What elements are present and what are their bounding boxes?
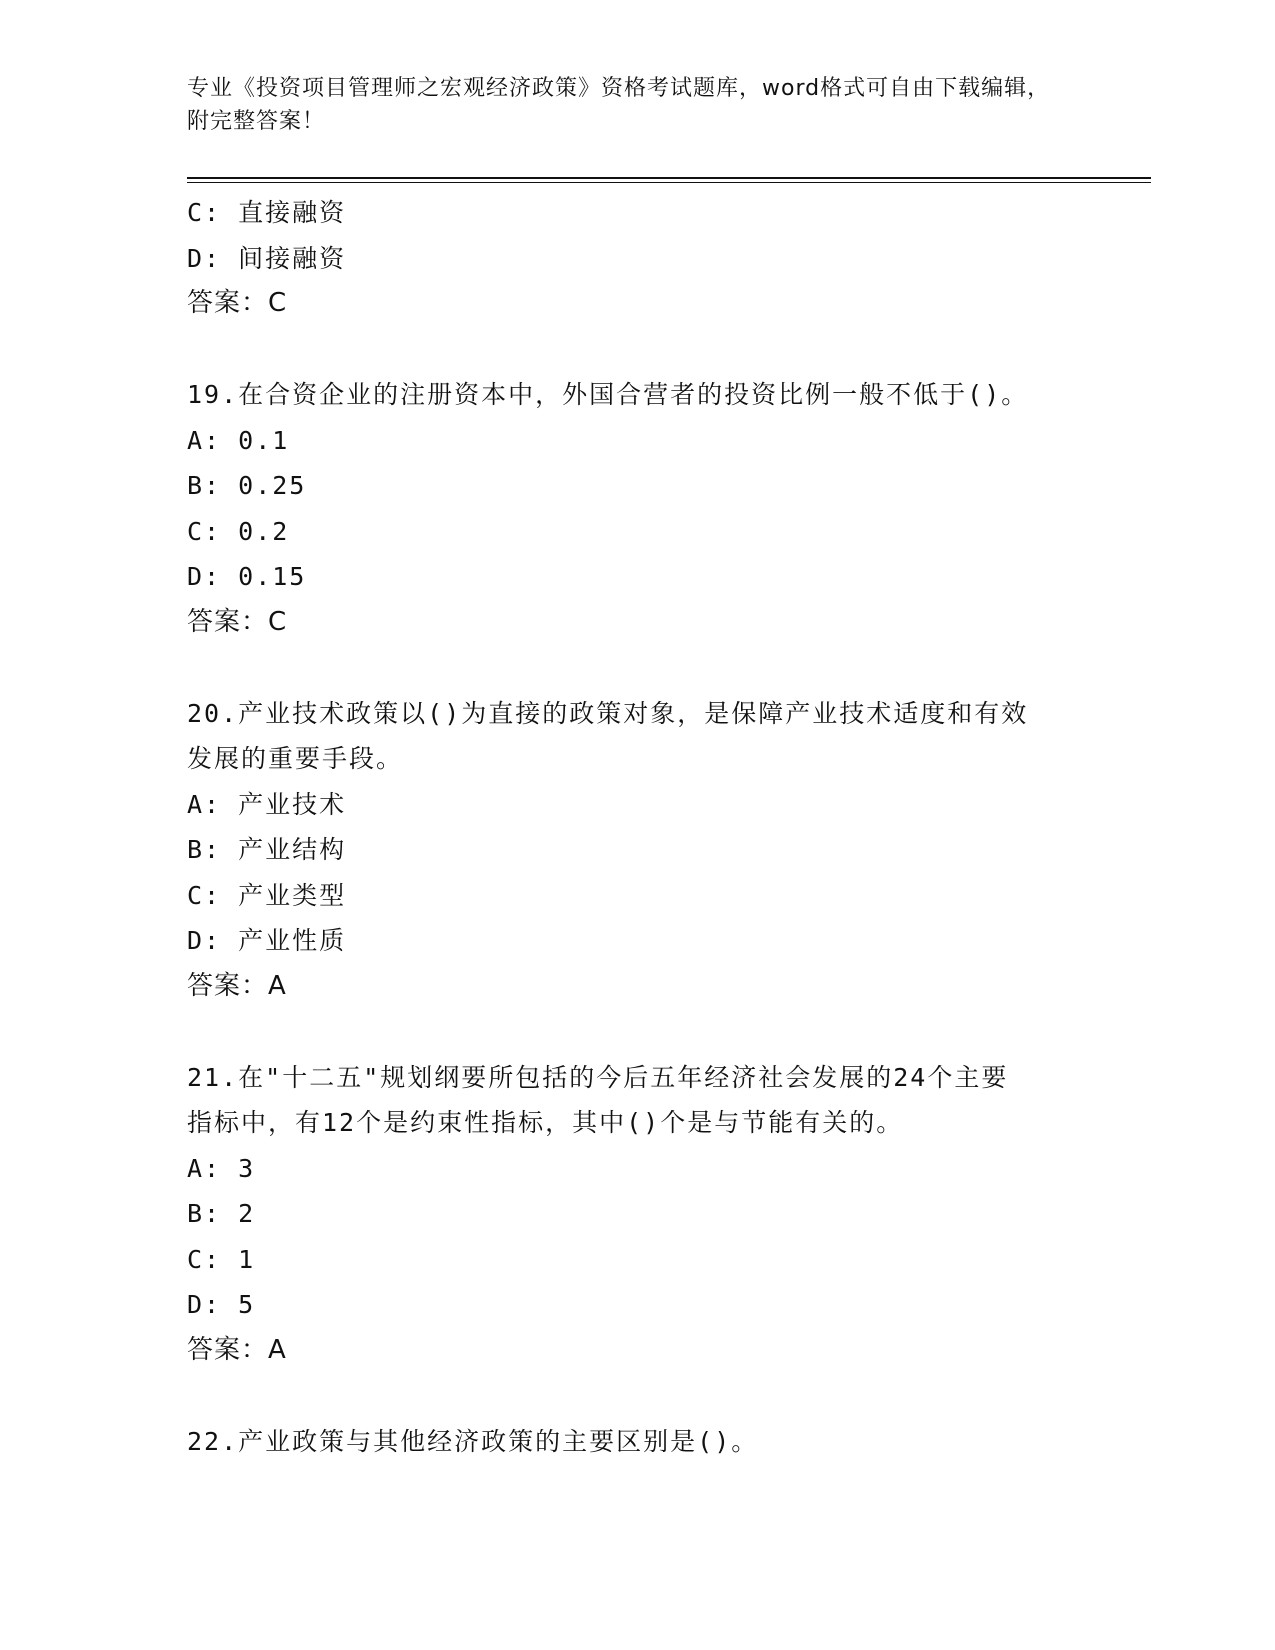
option-c: C: 0.2 (187, 516, 290, 546)
option-b: B: 0.25 (187, 471, 307, 500)
answer: 答案：A (187, 970, 287, 1001)
document-header (187, 72, 1067, 138)
question-fragment (187, 190, 1087, 327)
question-stem: 20.产业技术政策以()为直接的政策对象，是保障产业技术适度和有效 (187, 698, 1029, 728)
option-a: A: 产业技术 (187, 789, 347, 819)
question-stem-continued: 发展的重要手段。 (187, 744, 404, 773)
question-20 (187, 691, 1087, 1010)
option-c: C: 直接融资 (187, 198, 347, 227)
answer: 答案：C (187, 606, 288, 637)
header-rule-thick (187, 177, 1151, 179)
header-rule-thin (187, 182, 1151, 183)
answer: 答案：C (187, 288, 288, 318)
question-stem: 19.在合资企业的注册资本中，外国合营者的投资比例一般不低于()。 (187, 380, 1029, 409)
option-b: B: 2 (187, 1199, 256, 1228)
question-stem: 22.产业政策与其他经济政策的主要区别是()。 (187, 1426, 759, 1456)
option-a: A: 3 (187, 1153, 256, 1183)
option-d: D: 5 (187, 1290, 256, 1319)
option-d: D: 间接融资 (187, 243, 347, 273)
option-c: C: 1 (187, 1244, 256, 1274)
question-21 (187, 1055, 1087, 1374)
option-d: D: 0.15 (187, 562, 307, 591)
question-list (187, 190, 1087, 1464)
option-a: A: 0.1 (187, 425, 290, 455)
option-d: D: 产业性质 (187, 926, 347, 955)
question-19 (187, 372, 1087, 645)
header-title: 专业《投资项目管理师之宏观经济政策》资格考试题库，word格式可自由下载编辑，附完整答案！ (187, 76, 1051, 134)
question-stem: 21.在"十二五"规划纲要所包括的今后五年经济社会发展的24个主要 (187, 1062, 1009, 1092)
option-b: B: 产业结构 (187, 835, 347, 864)
question-stem-continued: 指标中，有12个是约束性指标，其中()个是与节能有关的。 (187, 1108, 904, 1137)
answer: 答案：A (187, 1334, 287, 1365)
question-22 (187, 1419, 1087, 1465)
option-c: C: 产业类型 (187, 880, 347, 910)
